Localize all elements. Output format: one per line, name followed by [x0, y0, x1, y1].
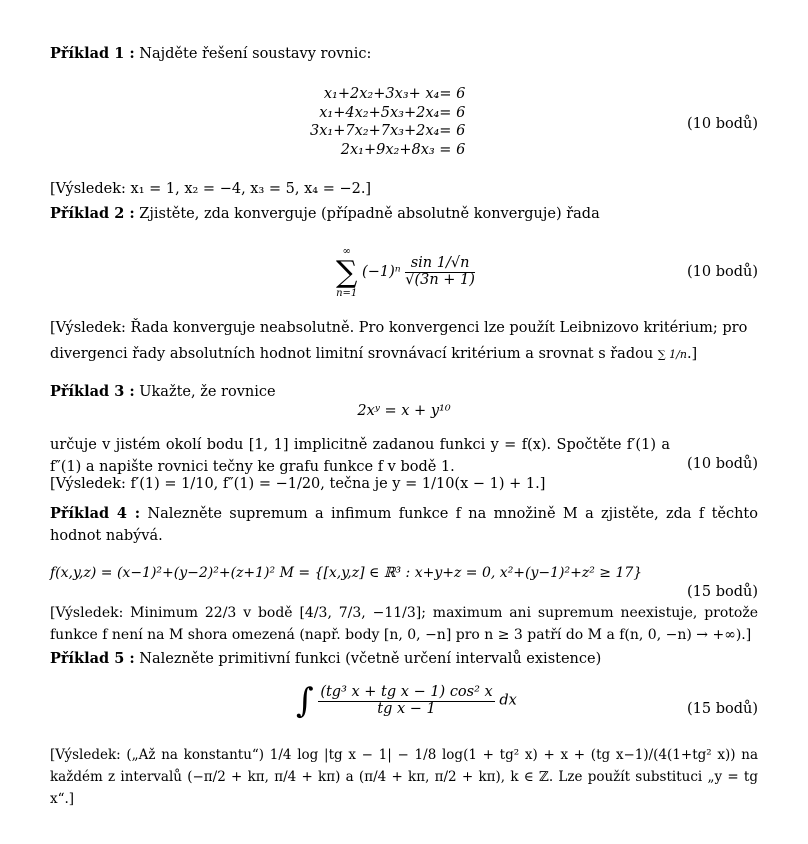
example-2-text: Zjistěte, zda konverguje (případně absolutně konverguje) řada — [139, 206, 600, 222]
series-term — [405, 256, 475, 289]
alternating-factor: (−1)ⁿ — [362, 264, 401, 281]
example-4-points: (15 bodů) — [686, 584, 758, 600]
sum-upper-limit: ∞ — [342, 246, 351, 257]
equation-system — [310, 86, 465, 159]
example-2-points: (10 bodů) — [686, 264, 758, 280]
integrand — [318, 685, 494, 718]
example-3-result: [Výsledek: f′(1) = 1/10, f″(1) = −1/20, tečna je y = 1/10(x − 1) + 1.] — [50, 476, 546, 492]
example-2-result-end: .] — [686, 346, 698, 362]
equation-row: 3x₁+7x₂+7x₃+2x₄= 6 — [310, 123, 466, 140]
example-2-result-line-1: [Výsledek: Řada konverguje neabsolutně. Pro konvergenci lze použít Leibnizovo kritérium; pro — [50, 320, 748, 336]
example-2-result-line-2 — [50, 346, 697, 363]
example-4-label: Příklad 4 : — [50, 505, 141, 522]
example-3-heading — [50, 384, 276, 401]
comparison-series: ∑ 1/n — [657, 348, 687, 361]
example-3-text: Ukažte, že rovnice — [139, 384, 276, 400]
example-2-heading — [50, 206, 600, 223]
example-4-heading — [50, 503, 758, 547]
example-1-result: [Výsledek: x₁ = 1, x₂ = −4, x₃ = 5, x₄ = −2.] — [50, 181, 372, 197]
example-2-label: Příklad 2 : — [50, 205, 135, 222]
integrand-numerator: (tg³ x + tg x − 1) cos² x — [320, 683, 493, 700]
example-5-label: Příklad 5 : — [50, 650, 135, 667]
integral-formula — [296, 681, 517, 721]
example-5-text: Nalezněte primitivní funkci (včetně určení intervalů existence) — [139, 651, 602, 667]
series-term-numerator: sin 1/√n — [405, 256, 475, 273]
example-4-text: Nalezněte supremum a infimum funkce f na množině M a zjistěte, zda f těchto hodnot nabývá. — [50, 506, 758, 544]
sum-sign: ∑ — [336, 254, 358, 290]
example-1-label: Příklad 1 : — [50, 45, 135, 62]
example-4-result: [Výsledek: Minimum 22/3 v bodě [4/3, 7/3, −11/3]; maximum ani supremum neexistuje, protože funkce f není na M shora omezená (např. body [n, 0, −n] pro n ≥ 3 patří do M a f(n, 0, −n) → +∞).] — [50, 605, 758, 643]
integral-sign: ∫ — [296, 681, 314, 721]
equation-row: x₁+2x₂+3x₃+ x₄= 6 — [323, 86, 466, 102]
example-3-body: určuje v jistém okolí bodu [1, 1] implicitně zadanou funkci y = f(x). Spočtěte f′(1) a f″(1) a napište rovnici tečny ke grafu funkce f v bodě 1. — [50, 437, 670, 475]
differential: dx — [499, 692, 517, 709]
example-3-equation: 2xʸ = x + y¹⁰ — [357, 403, 451, 419]
example-1-heading — [50, 46, 371, 63]
series-formula — [336, 246, 475, 299]
equation-row: x₁+4x₂+5x₃+2x₄= 6 — [319, 104, 466, 121]
example-4-formula: f(x,y,z) = (x−1)²+(y−2)²+(z+1)² M = {[x,y,z] ∈ ℝ³ : x+y+z = 0, x²+(y−1)²+z² ≥ 17} — [50, 565, 643, 581]
example-3-label: Příklad 3 : — [50, 383, 135, 400]
example-1-text: Najděte řešení soustavy rovnic: — [139, 46, 372, 62]
example-2-result-text: divergenci řady absolutních hodnot limitní srovnávací kritérium a srovnat s řadou — [50, 346, 654, 362]
equation-row: 2x₁+9x₂+8x₃ = 6 — [340, 142, 466, 159]
sum-lower-limit: n=1 — [336, 287, 358, 299]
example-5-points: (15 bodů) — [686, 701, 758, 717]
exam-page — [50, 0, 758, 844]
example-1-points: (10 bodů) — [686, 116, 758, 132]
example-3-points: (10 bodů) — [686, 456, 758, 472]
series-term-denominator: √(3n + 1) — [405, 272, 475, 288]
example-5-heading — [50, 651, 601, 668]
example-5-result: [Výsledek: („Až na konstantu“) 1/4 log |tg x − 1| − 1/8 log(1 + tg² x) + x + (tg x−1)/(4(1+tg² x)) na každém z intervalů (−π/2 + kπ, π/4 + kπ) a (π/4 + kπ, π/2 + kπ), k ∈ ℤ. Lze použít substituci „y = tg x“.] — [50, 747, 758, 807]
integrand-denominator: tg x − 1 — [377, 700, 436, 717]
